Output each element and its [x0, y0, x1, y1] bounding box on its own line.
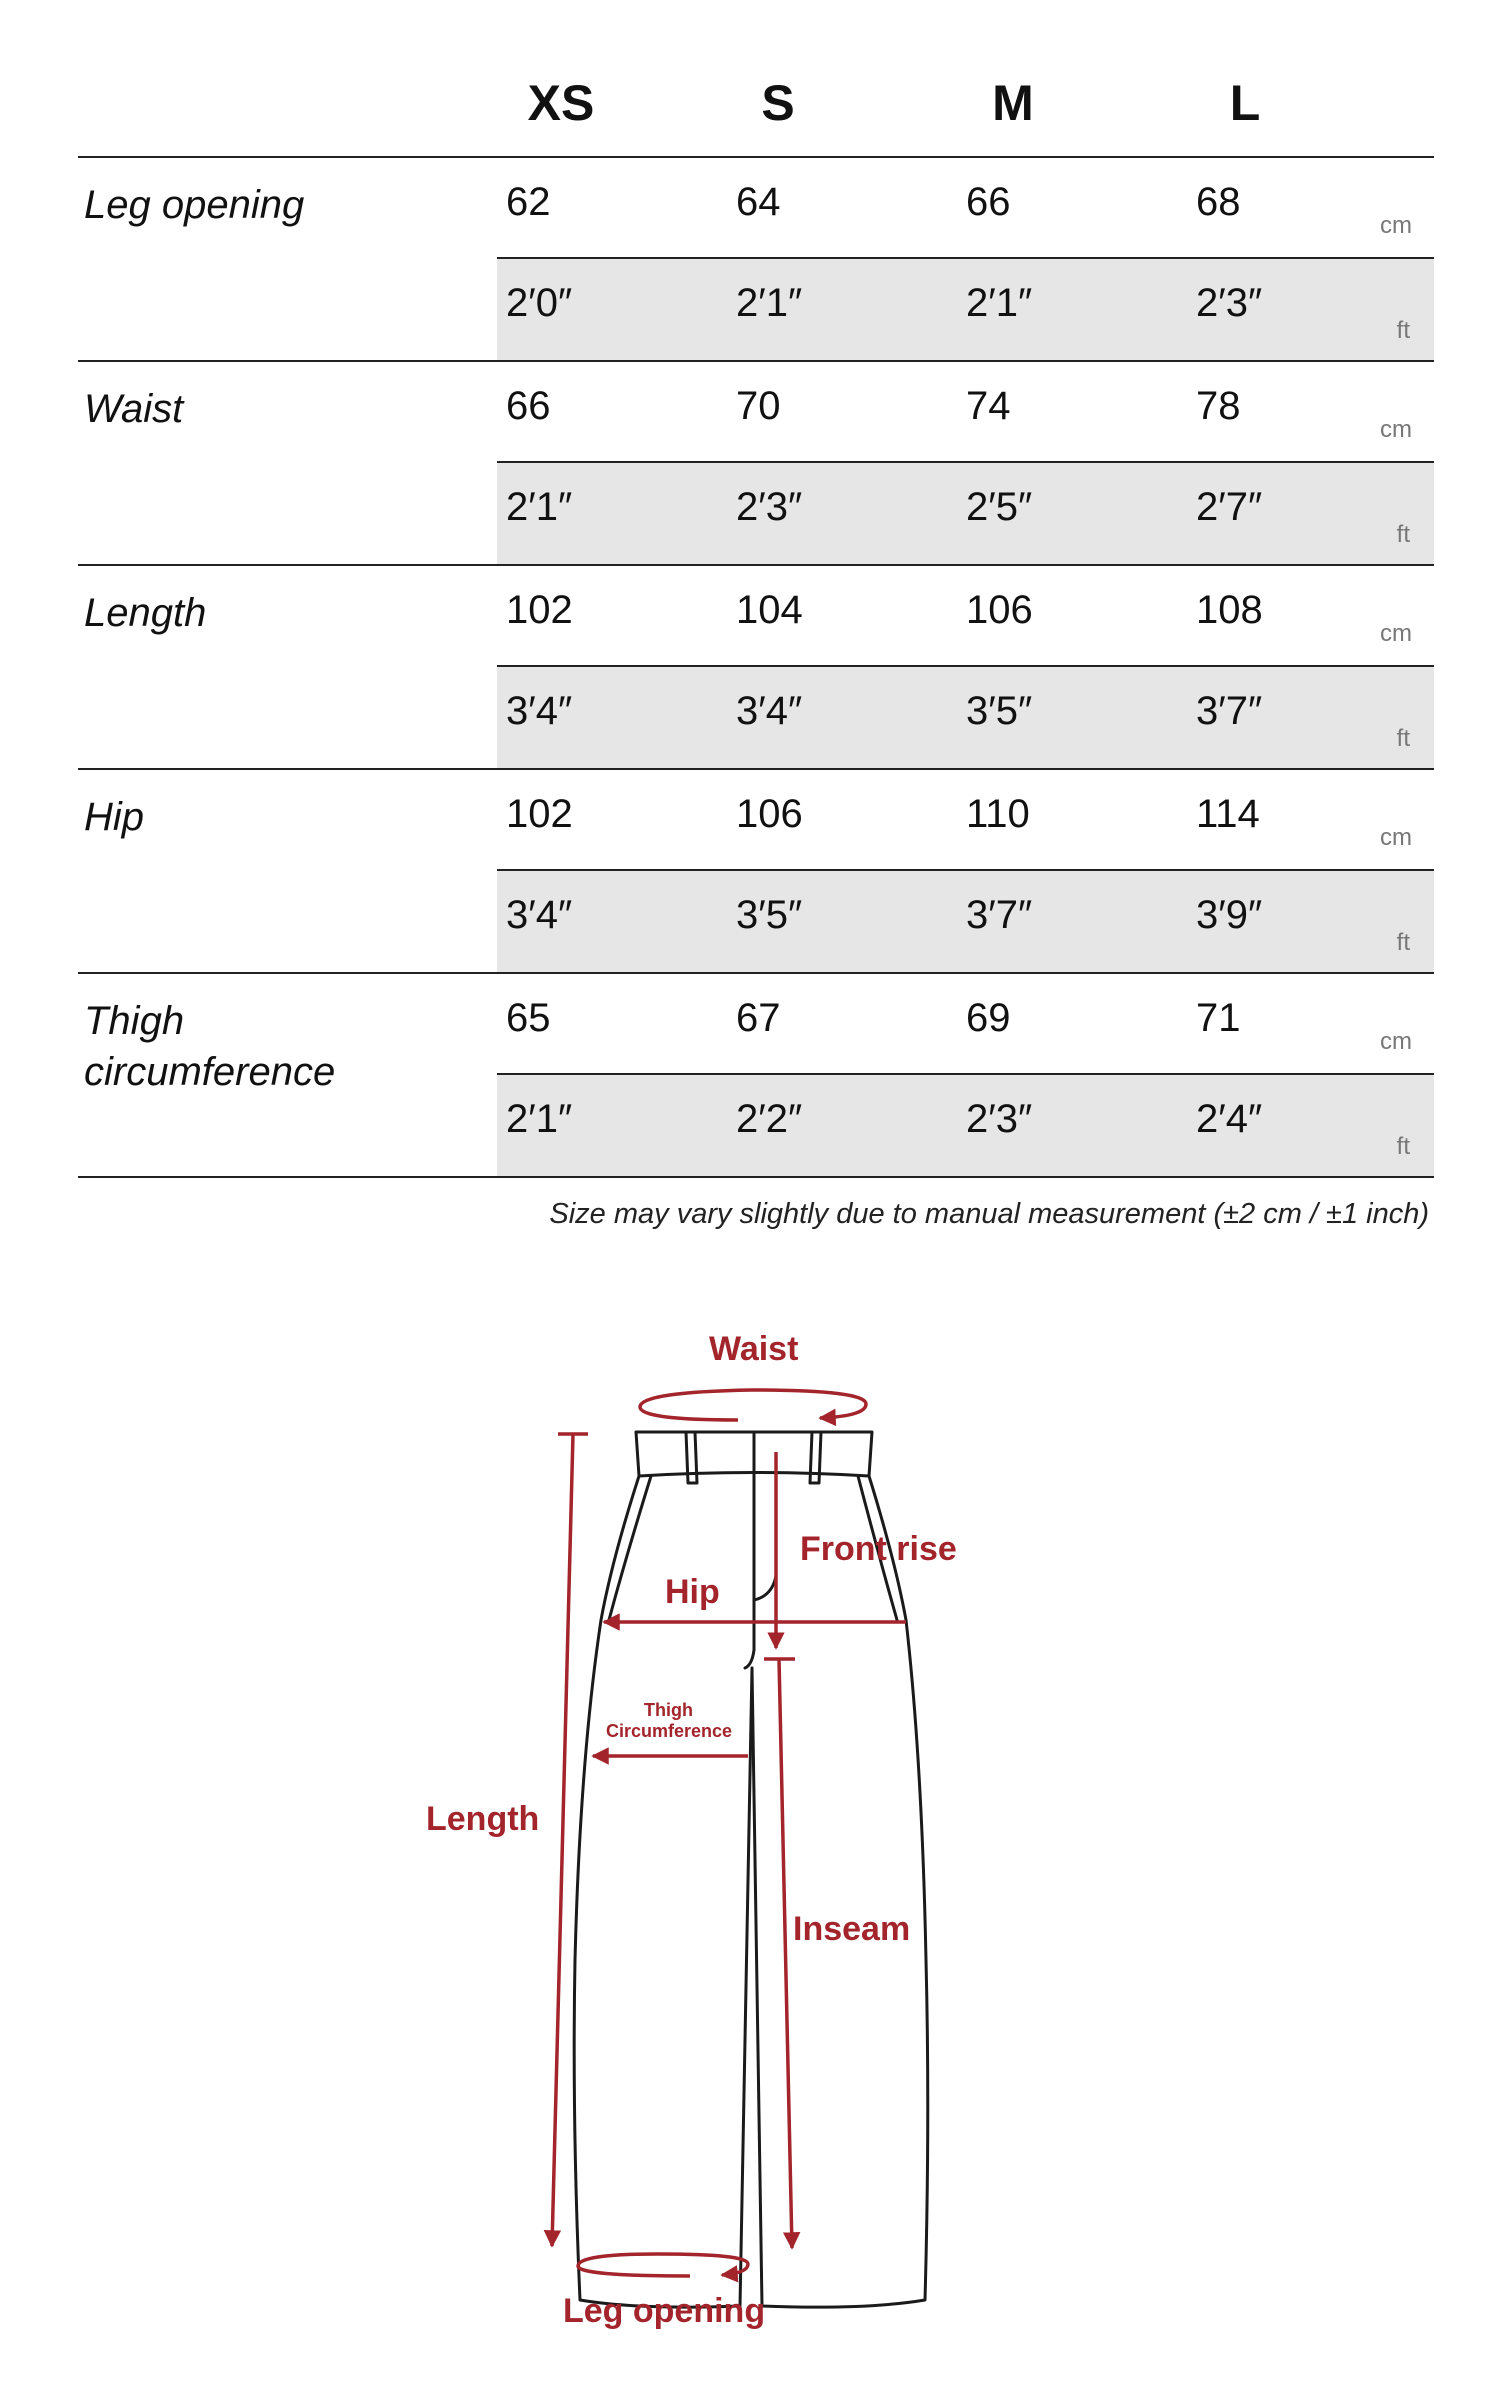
thigh-label-line2: Circumference [606, 1721, 733, 1741]
value-cell: 74 [966, 384, 1011, 428]
inseam-label: Inseam [793, 1910, 911, 1948]
measurement-group-leg-opening [78, 158, 1434, 362]
right-leg-outline [752, 1476, 928, 2307]
value-cell: 2′7″ [1196, 485, 1263, 529]
value-cell: 106 [736, 792, 803, 836]
hip-label: Hip [665, 1573, 720, 1611]
unit-cm: cm [1380, 416, 1412, 443]
value-cell: 2′3″ [1196, 281, 1263, 325]
measurement-note: Size may vary slightly due to manual measurement (±2 cm / ±1 inch) [549, 1198, 1429, 1230]
value-cell: 2′5″ [966, 485, 1033, 529]
ft-row [497, 259, 1434, 360]
value-cell: 114 [1196, 792, 1260, 836]
value-cell: 3′7″ [966, 893, 1033, 937]
value-cell: 3′4″ [736, 689, 803, 733]
front-rise-label: Front rise [800, 1530, 957, 1568]
value-cell: 108 [1196, 588, 1263, 632]
value-cell: 2′1″ [966, 281, 1033, 325]
ft-row [497, 1075, 1434, 1176]
value-cell: 102 [506, 588, 573, 632]
measurement-label: Waist [84, 387, 184, 431]
value-cell: 106 [966, 588, 1033, 632]
leg-opening-label: Leg opening [563, 2292, 766, 2330]
measurement-label: Hip [84, 795, 145, 839]
cm-row [497, 974, 1434, 1075]
length-arrow [552, 1434, 573, 2246]
value-cell: 2′1″ [736, 281, 803, 325]
value-cell: 71 [1196, 996, 1241, 1040]
value-cell: 2′1″ [506, 1097, 573, 1141]
unit-cm: cm [1380, 1028, 1412, 1055]
size-header-m: M [992, 75, 1034, 131]
value-cell: 78 [1196, 384, 1241, 428]
inseam-arrow [779, 1659, 792, 2248]
unit-cm: cm [1380, 824, 1412, 851]
size-header-xs: XS [527, 75, 595, 131]
cm-row [497, 566, 1434, 667]
value-cell: 104 [736, 588, 803, 632]
value-cell: 3′5″ [736, 893, 803, 937]
size-header-s: S [761, 75, 795, 131]
length-label: Length [426, 1800, 540, 1838]
value-cell: 69 [966, 996, 1011, 1040]
unit-cm: cm [1380, 212, 1412, 239]
unit-ft: ft [1396, 1133, 1410, 1160]
value-cell: 66 [506, 384, 551, 428]
value-cell: 62 [506, 180, 551, 224]
value-cell: 70 [736, 384, 781, 428]
value-cell: 3′4″ [506, 893, 573, 937]
value-cell: 64 [736, 180, 781, 224]
pocket-left [609, 1476, 651, 1620]
size-header-l: L [1229, 75, 1261, 131]
cm-row [497, 158, 1434, 259]
value-cell: 2′4″ [1196, 1097, 1263, 1141]
measurement-label: Leg opening [84, 183, 305, 227]
measurement-label: Length [84, 591, 207, 635]
unit-cm: cm [1380, 620, 1412, 647]
value-cell: 67 [736, 996, 781, 1040]
fly-line [745, 1476, 754, 1668]
measurement-arrows [552, 1390, 906, 2276]
value-cell: 68 [1196, 180, 1241, 224]
thigh-label-line1: Thigh [644, 1700, 693, 1720]
cm-row [497, 770, 1434, 871]
unit-ft: ft [1396, 317, 1410, 344]
belt-loop-right [810, 1432, 821, 1483]
value-cell: 3′7″ [1196, 689, 1263, 733]
size-header-row [78, 0, 1434, 158]
value-cell: 2′2″ [736, 1097, 803, 1141]
value-cell: 65 [506, 996, 551, 1040]
value-cell: 2′0″ [506, 281, 573, 325]
leg-opening-arrow [578, 2254, 748, 2276]
value-cell: 2′3″ [736, 485, 803, 529]
fly-curve [754, 1476, 776, 1600]
unit-ft: ft [1396, 725, 1410, 752]
measurement-group-hip [78, 770, 1434, 974]
unit-ft: ft [1396, 929, 1410, 956]
measurement-group-thigh-circumference [78, 974, 1434, 1178]
measurement-label: Thigh circumference [84, 999, 336, 1095]
ft-row [497, 463, 1434, 564]
value-cell: 110 [966, 792, 1030, 836]
size-table [78, 0, 1434, 1178]
value-cell: 66 [966, 180, 1011, 224]
left-leg-outline [574, 1476, 752, 2307]
measurement-group-waist [78, 362, 1434, 566]
value-cell: 2′1″ [506, 485, 573, 529]
ft-row [497, 667, 1434, 768]
ft-row [497, 871, 1434, 972]
value-cell: 3′9″ [1196, 893, 1263, 937]
waist-label: Waist [709, 1330, 799, 1368]
unit-ft: ft [1396, 521, 1410, 548]
pants-measurement-diagram [0, 1300, 1500, 2400]
measurement-group-length [78, 566, 1434, 770]
value-cell: 102 [506, 792, 573, 836]
belt-loop-left [686, 1432, 697, 1483]
value-cell: 3′5″ [966, 689, 1033, 733]
value-cell: 2′3″ [966, 1097, 1033, 1141]
value-cell: 3′4″ [506, 689, 573, 733]
waist-arrow [640, 1390, 866, 1420]
cm-row [497, 362, 1434, 463]
